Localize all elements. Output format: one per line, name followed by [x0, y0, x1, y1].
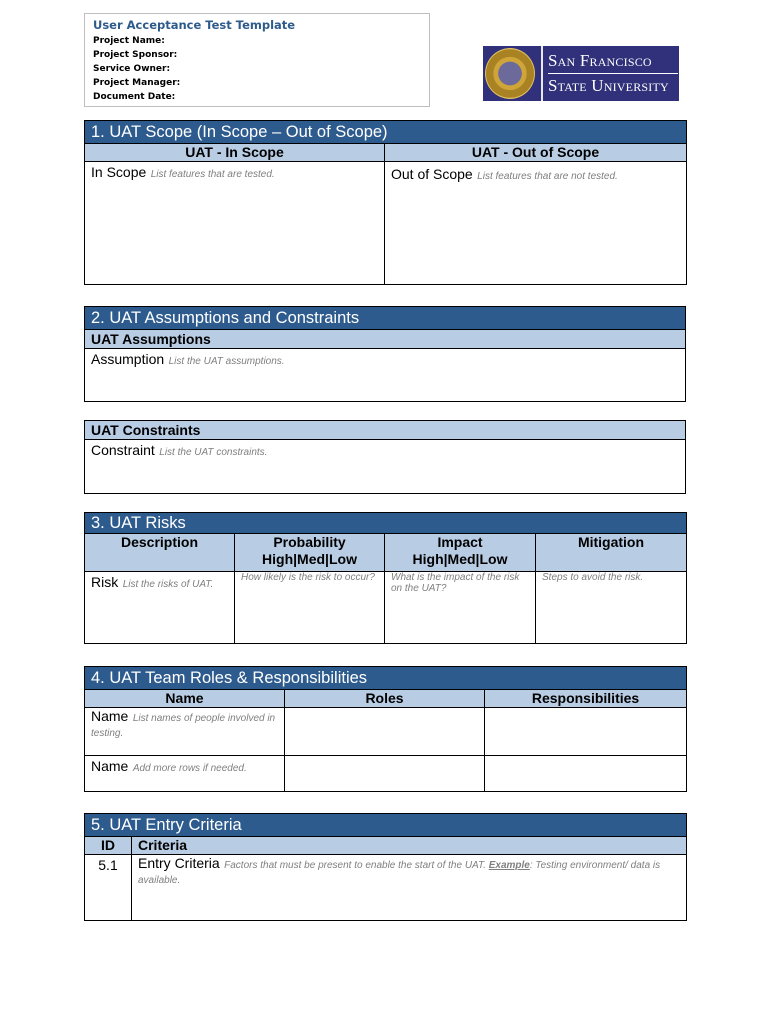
project-info-box — [84, 13, 430, 107]
risk-mitigation-cell[interactable]: Steps to avoid the risk. — [536, 572, 687, 644]
assumption-label: Assumption — [91, 351, 165, 367]
project-sponsor-field: Project Sponsor: — [93, 50, 178, 60]
scope-table — [84, 120, 687, 285]
logo-wordmark — [548, 50, 678, 97]
entry-criteria-header: Criteria — [132, 837, 687, 855]
project-name-field: Project Name: — [93, 36, 165, 46]
risk-description-header: Description — [85, 534, 235, 572]
entry-row-criteria-cell[interactable] — [132, 855, 687, 921]
in-scope-hint: List features that are tested. — [150, 169, 275, 180]
risk-impact-header-line1: Impact — [437, 534, 483, 550]
team-table — [84, 666, 687, 792]
assumption-cell[interactable] — [85, 349, 686, 402]
risk-probability-header-line2: High|Med|Low — [262, 551, 357, 567]
service-owner-field: Service Owner: — [93, 64, 171, 74]
project-manager-field: Project Manager: — [93, 78, 181, 88]
assumptions-table — [84, 306, 686, 402]
university-logo — [483, 46, 679, 101]
university-seal-icon — [485, 48, 535, 99]
entry-row-hint-after: : Testing environment/ data is available. — [138, 860, 661, 886]
constraints-table — [84, 420, 686, 494]
assumption-hint: List the UAT assumptions. — [168, 356, 285, 367]
team-row-1-name-cell[interactable] — [85, 708, 285, 756]
team-row-1-responsibilities-cell[interactable] — [485, 708, 687, 756]
risk-impact-header — [385, 534, 536, 572]
team-row-2-name-cell[interactable] — [85, 756, 285, 792]
logo-divider — [541, 46, 543, 101]
entry-row-label: Entry Criteria — [138, 855, 220, 871]
risk-label: Risk — [91, 574, 119, 590]
in-scope-label: In Scope — [91, 164, 147, 180]
constraint-cell[interactable] — [85, 440, 686, 494]
risk-impact-cell[interactable]: What is the impact of the risk on the UAT? — [385, 572, 536, 644]
logo-line-2: State University — [548, 76, 669, 95]
team-roles-header: Roles — [285, 690, 485, 708]
team-row-2-roles-cell[interactable] — [285, 756, 485, 792]
out-of-scope-hint: List features that are not tested. — [477, 171, 618, 182]
risks-banner: 3. UAT Risks — [85, 513, 687, 534]
team-row-2-label: Name — [91, 758, 129, 774]
out-of-scope-label: Out of Scope — [391, 166, 473, 182]
team-name-header: Name — [85, 690, 285, 708]
logo-rule — [548, 73, 678, 74]
entry-criteria-banner: 5. UAT Entry Criteria — [85, 814, 687, 837]
team-row-2-hint: Add more rows if needed. — [132, 763, 247, 774]
risk-hint: List the risks of UAT. — [122, 579, 214, 590]
risk-probability-header-line1: Probability — [273, 534, 346, 550]
risks-table — [84, 512, 687, 644]
in-scope-cell[interactable] — [85, 162, 385, 285]
risk-probability-cell[interactable]: How likely is the risk to occur? — [235, 572, 385, 644]
entry-row-id: 5.1 — [98, 857, 118, 873]
team-row-1-hint: List names of people involved in testing. — [91, 713, 276, 739]
risk-mitigation-header: Mitigation — [536, 534, 687, 572]
entry-id-header: ID — [85, 837, 132, 855]
out-of-scope-header: UAT - Out of Scope — [385, 144, 687, 162]
template-title: User Acceptance Test Template — [93, 18, 296, 32]
document-date-field: Document Date: — [93, 92, 176, 102]
team-row-1-roles-cell[interactable] — [285, 708, 485, 756]
out-of-scope-cell[interactable] — [385, 162, 687, 285]
entry-row-hint-before: Factors that must be present to enable the start of the UAT. — [224, 860, 486, 871]
risk-impact-header-line2: High|Med|Low — [412, 551, 508, 567]
risk-description-cell[interactable] — [85, 572, 235, 644]
logo-line-1: San Francisco — [548, 51, 652, 70]
entry-row-id-cell — [85, 855, 132, 921]
constraints-header: UAT Constraints — [85, 421, 686, 440]
assumptions-banner: 2. UAT Assumptions and Constraints — [85, 307, 686, 330]
assumptions-header: UAT Assumptions — [85, 330, 686, 349]
team-responsibilities-header: Responsibilities — [485, 690, 687, 708]
team-banner: 4. UAT Team Roles & Responsibilities — [85, 667, 687, 690]
entry-row-hint-example: Example — [488, 860, 530, 871]
in-scope-header: UAT - In Scope — [85, 144, 385, 162]
entry-criteria-table — [84, 813, 687, 921]
team-row-2-responsibilities-cell[interactable] — [485, 756, 687, 792]
constraint-label: Constraint — [91, 442, 155, 458]
scope-banner: 1. UAT Scope (In Scope – Out of Scope) — [85, 121, 687, 144]
risk-probability-header — [235, 534, 385, 572]
constraint-hint: List the UAT constraints. — [159, 447, 268, 458]
team-row-1-label: Name — [91, 708, 129, 724]
